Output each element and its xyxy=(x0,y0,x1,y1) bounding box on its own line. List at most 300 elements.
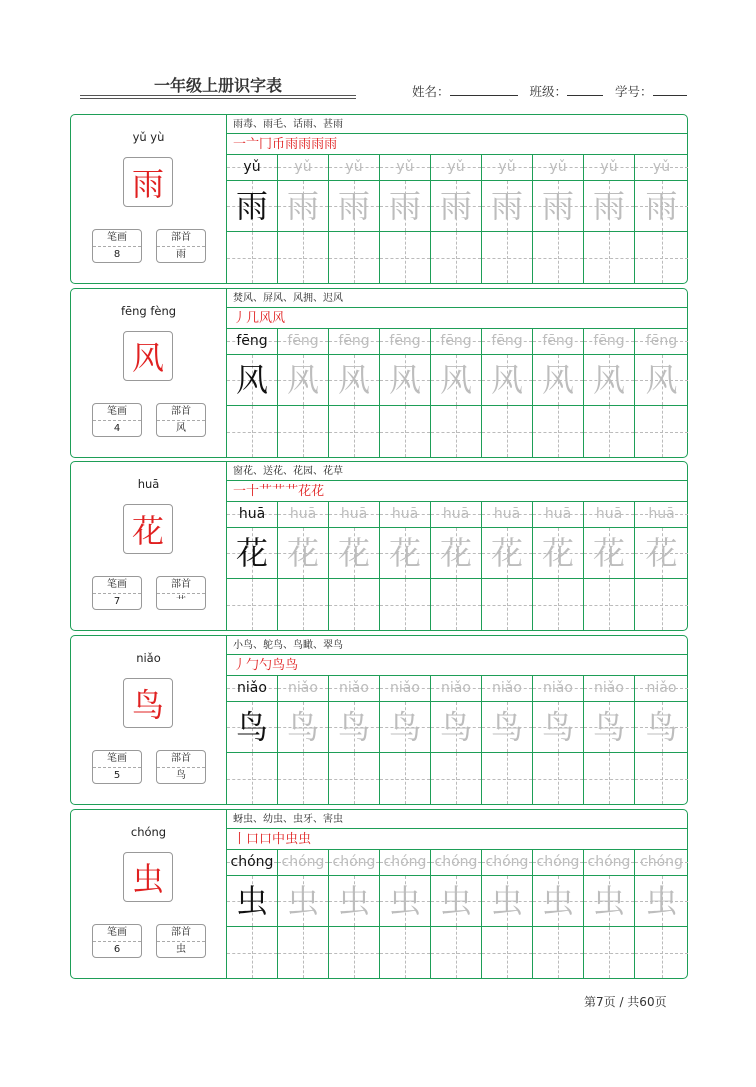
practice-cell[interactable] xyxy=(584,406,635,457)
stroke-count-box xyxy=(92,750,142,784)
practice-grid xyxy=(227,329,688,457)
radical-box xyxy=(156,750,206,784)
pinyin-cell[interactable] xyxy=(227,850,278,876)
practice-grid xyxy=(227,850,688,978)
trace-char: 虫 xyxy=(388,882,421,920)
pinyin-text: huā xyxy=(544,506,572,522)
stroke-step: 一 xyxy=(233,137,247,152)
trace-cell[interactable] xyxy=(584,528,635,579)
trace-char: 鸟 xyxy=(592,708,625,746)
number-label: 学号： xyxy=(615,84,653,99)
trace-cell[interactable] xyxy=(635,355,688,406)
pinyin-cell[interactable] xyxy=(278,502,329,528)
pinyin-text: yǔ xyxy=(600,159,618,175)
practice-cell[interactable] xyxy=(431,232,482,283)
pinyin-cell[interactable] xyxy=(227,155,278,181)
radical-box xyxy=(156,403,206,437)
char-card xyxy=(70,809,688,979)
trace-cell[interactable] xyxy=(482,702,533,753)
pinyin-cell[interactable] xyxy=(431,850,482,876)
char-display: 风 xyxy=(123,331,173,381)
pinyin-text: fēng xyxy=(236,333,268,349)
practice-grid xyxy=(227,155,688,283)
pinyin-cell[interactable] xyxy=(227,502,278,528)
trace-char: 雨 xyxy=(541,187,574,225)
stroke-count-box xyxy=(92,924,142,958)
stroke-count-value: 8 xyxy=(113,249,121,260)
trace-char: 虫 xyxy=(439,882,472,920)
practice-cell[interactable] xyxy=(533,579,584,630)
char-pinyin: chóng xyxy=(130,825,167,839)
stroke-step: 雨 xyxy=(324,137,338,152)
practice-cell[interactable] xyxy=(329,406,380,457)
radical-value: 鸟 xyxy=(176,770,186,781)
practice-cell[interactable] xyxy=(329,927,380,978)
trace-cell[interactable] xyxy=(635,181,688,232)
practice-cell[interactable] xyxy=(533,232,584,283)
pinyin-cell[interactable] xyxy=(533,850,584,876)
stroke-count-label: 笔画 xyxy=(93,404,141,421)
pinyin-text: chóng xyxy=(587,854,631,870)
trace-cell[interactable] xyxy=(329,181,380,232)
pinyin-cell[interactable] xyxy=(329,676,380,702)
trace-cell[interactable] xyxy=(431,355,482,406)
stroke-step: 勹 xyxy=(246,658,260,673)
stroke-step: 丨 xyxy=(233,832,247,847)
pinyin-text: yǔ xyxy=(294,159,312,175)
trace-cell[interactable] xyxy=(380,355,431,406)
practice-cell[interactable] xyxy=(380,579,431,630)
trace-cell[interactable] xyxy=(329,355,380,406)
title-underline-2 xyxy=(80,98,356,99)
pinyin-text: chóng xyxy=(281,854,325,870)
trace-cell[interactable] xyxy=(482,876,533,927)
practice-cell[interactable] xyxy=(380,753,431,804)
trace-char: 风 xyxy=(235,361,268,399)
stroke-count-box xyxy=(92,229,142,263)
pinyin-text: chóng xyxy=(536,854,580,870)
trace-cell[interactable] xyxy=(431,876,482,927)
pinyin-text: huā xyxy=(340,506,368,522)
stroke-step: 花 xyxy=(298,484,312,499)
stroke-count-value: 7 xyxy=(113,596,121,607)
practice-cell[interactable] xyxy=(431,753,482,804)
trace-cell[interactable] xyxy=(278,181,329,232)
pinyin-cell[interactable] xyxy=(227,329,278,355)
trace-cell[interactable] xyxy=(533,181,584,232)
stroke-step: 丿 xyxy=(233,658,247,673)
trace-char: 虫 xyxy=(592,882,625,920)
practice-cell[interactable] xyxy=(278,232,329,283)
pinyin-text: fēng xyxy=(593,333,625,349)
practice-cell[interactable] xyxy=(482,927,533,978)
stroke-count-label: 笔画 xyxy=(93,230,141,247)
stroke-order xyxy=(227,829,688,850)
stroke-step: 雨 xyxy=(285,137,299,152)
trace-char: 虫 xyxy=(490,882,523,920)
pinyin-cell[interactable] xyxy=(482,502,533,528)
practice-cell[interactable] xyxy=(227,406,278,457)
practice-cell[interactable] xyxy=(380,406,431,457)
pinyin-text: niǎo xyxy=(237,680,267,696)
pinyin-text: fēng xyxy=(491,333,523,349)
pinyin-text: fēng xyxy=(338,333,370,349)
pinyin-text: fēng xyxy=(389,333,421,349)
trace-char: 雨 xyxy=(337,187,370,225)
practice-cell[interactable] xyxy=(278,753,329,804)
trace-cell[interactable] xyxy=(584,876,635,927)
practice-cell[interactable] xyxy=(431,406,482,457)
practice-cell[interactable] xyxy=(278,927,329,978)
pinyin-cell[interactable] xyxy=(431,676,482,702)
pinyin-text: niǎo xyxy=(594,680,624,696)
pinyin-cell[interactable] xyxy=(431,502,482,528)
stroke-count-value: 6 xyxy=(113,944,121,955)
practice-cell[interactable] xyxy=(278,406,329,457)
trace-char: 虫 xyxy=(286,882,319,920)
practice-cell[interactable] xyxy=(227,579,278,630)
pinyin-text: chóng xyxy=(332,854,376,870)
trace-char: 雨 xyxy=(592,187,625,225)
trace-char: 虫 xyxy=(235,882,268,920)
practice-cell[interactable] xyxy=(635,753,688,804)
practice-cell[interactable] xyxy=(584,232,635,283)
pinyin-cell[interactable] xyxy=(278,850,329,876)
stroke-step: 几 xyxy=(246,311,260,326)
trace-char: 花 xyxy=(645,534,678,572)
pinyin-cell[interactable] xyxy=(584,676,635,702)
class-field[interactable] xyxy=(567,83,603,96)
pinyin-cell[interactable] xyxy=(380,850,431,876)
stroke-count-label: 笔画 xyxy=(93,925,141,942)
card-right xyxy=(226,636,688,804)
practice-cell[interactable] xyxy=(227,927,278,978)
practice-cell[interactable] xyxy=(278,579,329,630)
pinyin-text: fēng xyxy=(440,333,472,349)
practice-cell[interactable] xyxy=(329,232,380,283)
stroke-step: 币 xyxy=(272,137,286,152)
example-words: 小鸟、鸵鸟、鸟瞰、翠鸟 xyxy=(227,636,688,655)
trace-char: 风 xyxy=(286,361,319,399)
pinyin-cell[interactable] xyxy=(431,329,482,355)
trace-cell[interactable] xyxy=(533,702,584,753)
stroke-step: 勺 xyxy=(259,658,273,673)
char-display: 雨 xyxy=(123,157,173,207)
pinyin-text: niǎo xyxy=(390,680,420,696)
trace-cell[interactable] xyxy=(635,876,688,927)
trace-char: 花 xyxy=(439,534,472,572)
pinyin-text: niǎo xyxy=(543,680,573,696)
stroke-step: 风 xyxy=(272,311,286,326)
pinyin-cell[interactable] xyxy=(380,329,431,355)
radical-box xyxy=(156,924,206,958)
trace-cell[interactable] xyxy=(227,528,278,579)
pinyin-text: niǎo xyxy=(441,680,471,696)
trace-cell[interactable] xyxy=(431,528,482,579)
example-words: 焚风、屏风、风拥、迟风 xyxy=(227,289,688,308)
pinyin-cell[interactable] xyxy=(584,502,635,528)
trace-cell[interactable] xyxy=(635,702,688,753)
trace-char: 风 xyxy=(388,361,421,399)
pinyin-cell[interactable] xyxy=(227,676,278,702)
pinyin-cell[interactable] xyxy=(482,676,533,702)
practice-cell[interactable] xyxy=(482,753,533,804)
stroke-count-box xyxy=(92,576,142,610)
class-label: 班级： xyxy=(529,84,568,99)
practice-cell[interactable] xyxy=(329,753,380,804)
practice-cell[interactable] xyxy=(227,753,278,804)
trace-char: 鸟 xyxy=(235,708,268,746)
trace-cell[interactable] xyxy=(329,702,380,753)
practice-cell[interactable] xyxy=(533,927,584,978)
pinyin-cell[interactable] xyxy=(278,155,329,181)
trace-cell[interactable] xyxy=(380,876,431,927)
pinyin-cell[interactable] xyxy=(533,676,584,702)
trace-cell[interactable] xyxy=(584,702,635,753)
pinyin-text: yǔ xyxy=(396,159,414,175)
pinyin-text: chóng xyxy=(640,854,683,870)
stroke-step: 花 xyxy=(311,484,325,499)
card-left xyxy=(71,289,226,457)
card-left xyxy=(71,636,226,804)
practice-cell[interactable] xyxy=(584,927,635,978)
stroke-step: 亠 xyxy=(246,137,260,152)
pinyin-cell[interactable] xyxy=(635,676,688,702)
radical-value: 雨 xyxy=(176,249,186,260)
stroke-count-value: 4 xyxy=(113,423,121,434)
stroke-step: 口 xyxy=(259,832,273,847)
pinyin-cell[interactable] xyxy=(329,155,380,181)
practice-cell[interactable] xyxy=(584,753,635,804)
practice-cell[interactable] xyxy=(635,232,688,283)
trace-char: 风 xyxy=(592,361,625,399)
trace-cell[interactable] xyxy=(227,355,278,406)
trace-char: 鸟 xyxy=(286,708,319,746)
trace-cell[interactable] xyxy=(482,528,533,579)
trace-char: 雨 xyxy=(235,187,268,225)
trace-char: 鸟 xyxy=(490,708,523,746)
trace-cell[interactable] xyxy=(431,181,482,232)
trace-char: 雨 xyxy=(645,187,678,225)
trace-cell[interactable] xyxy=(584,181,635,232)
trace-cell[interactable] xyxy=(482,181,533,232)
pinyin-cell[interactable] xyxy=(635,329,688,355)
trace-cell[interactable] xyxy=(431,702,482,753)
card-left xyxy=(71,115,226,283)
pinyin-cell[interactable] xyxy=(482,329,533,355)
trace-cell[interactable] xyxy=(278,702,329,753)
student-fields xyxy=(412,82,695,100)
trace-char: 雨 xyxy=(439,187,472,225)
practice-cell[interactable] xyxy=(431,579,482,630)
practice-cell[interactable] xyxy=(431,927,482,978)
trace-char: 雨 xyxy=(286,187,319,225)
radical-label: 部首 xyxy=(157,751,205,768)
pinyin-cell[interactable] xyxy=(533,155,584,181)
pinyin-cell[interactable] xyxy=(635,502,688,528)
card-right xyxy=(226,289,688,457)
trace-cell[interactable] xyxy=(533,528,584,579)
char-pinyin: huā xyxy=(137,477,160,491)
trace-cell[interactable] xyxy=(380,528,431,579)
stroke-step: 口 xyxy=(246,832,260,847)
practice-cell[interactable] xyxy=(635,406,688,457)
stroke-step: 鸟 xyxy=(285,658,299,673)
pinyin-cell[interactable] xyxy=(380,676,431,702)
pinyin-cell[interactable] xyxy=(329,502,380,528)
radical-value: 风 xyxy=(176,423,186,434)
pinyin-cell[interactable] xyxy=(329,329,380,355)
page-title: 一年级上册识字表 xyxy=(153,76,282,95)
stroke-count-box xyxy=(92,403,142,437)
pinyin-text: yǔ xyxy=(498,159,516,175)
pinyin-text: huā xyxy=(493,506,521,522)
pinyin-text: chóng xyxy=(230,854,274,870)
trace-char: 鸟 xyxy=(439,708,472,746)
pinyin-cell[interactable] xyxy=(329,850,380,876)
name-field[interactable] xyxy=(450,83,518,96)
pinyin-cell[interactable] xyxy=(533,502,584,528)
trace-cell[interactable] xyxy=(278,355,329,406)
trace-char: 虫 xyxy=(337,882,370,920)
practice-cell[interactable] xyxy=(380,232,431,283)
practice-cell[interactable] xyxy=(584,579,635,630)
practice-cell[interactable] xyxy=(482,406,533,457)
practice-cell[interactable] xyxy=(533,406,584,457)
pinyin-cell[interactable] xyxy=(584,850,635,876)
stroke-step: 虫 xyxy=(285,832,299,847)
card-left xyxy=(71,810,226,978)
char-pinyin: yǔ yù xyxy=(132,130,165,144)
stroke-step: 艹 xyxy=(272,484,286,499)
radical-value: 艹 xyxy=(176,596,186,607)
pinyin-cell[interactable] xyxy=(482,850,533,876)
trace-cell[interactable] xyxy=(329,528,380,579)
pinyin-cell[interactable] xyxy=(584,155,635,181)
stroke-count-label: 笔画 xyxy=(93,751,141,768)
pinyin-text: niǎo xyxy=(492,680,522,696)
pinyin-cell[interactable] xyxy=(635,850,688,876)
trace-char: 鸟 xyxy=(388,708,421,746)
trace-char: 虫 xyxy=(645,882,678,920)
pinyin-text: yǔ xyxy=(243,159,261,175)
practice-cell[interactable] xyxy=(533,753,584,804)
practice-cell[interactable] xyxy=(329,579,380,630)
card-right xyxy=(226,462,688,630)
number-field[interactable] xyxy=(653,83,687,96)
pinyin-text: yǔ xyxy=(345,159,363,175)
pinyin-cell[interactable] xyxy=(380,155,431,181)
practice-cell[interactable] xyxy=(635,579,688,630)
trace-char: 鸟 xyxy=(337,708,370,746)
pinyin-cell[interactable] xyxy=(635,155,688,181)
example-words: 窗花、送花、花园、花草 xyxy=(227,462,688,481)
trace-cell[interactable] xyxy=(278,876,329,927)
trace-cell[interactable] xyxy=(584,355,635,406)
trace-char: 花 xyxy=(490,534,523,572)
trace-cell[interactable] xyxy=(533,355,584,406)
trace-cell[interactable] xyxy=(227,876,278,927)
pinyin-cell[interactable] xyxy=(584,329,635,355)
trace-char: 风 xyxy=(541,361,574,399)
pinyin-text: huā xyxy=(391,506,419,522)
stroke-step: 鸟 xyxy=(272,658,286,673)
trace-cell[interactable] xyxy=(278,528,329,579)
card-left xyxy=(71,462,226,630)
pinyin-text: huā xyxy=(442,506,470,522)
stroke-step: 虫 xyxy=(298,832,312,847)
trace-cell[interactable] xyxy=(329,876,380,927)
pinyin-text: fēng xyxy=(287,333,319,349)
practice-cell[interactable] xyxy=(227,232,278,283)
trace-cell[interactable] xyxy=(227,702,278,753)
trace-cell[interactable] xyxy=(482,355,533,406)
trace-char: 鸟 xyxy=(541,708,574,746)
trace-char: 虫 xyxy=(541,882,574,920)
char-card xyxy=(70,635,688,805)
char-display: 鸟 xyxy=(123,678,173,728)
trace-cell[interactable] xyxy=(380,181,431,232)
pinyin-cell[interactable] xyxy=(278,676,329,702)
pinyin-text: huā xyxy=(289,506,317,522)
char-card xyxy=(70,288,688,458)
trace-char: 雨 xyxy=(490,187,523,225)
trace-char: 雨 xyxy=(388,187,421,225)
stroke-step: 十 xyxy=(246,484,260,499)
trace-cell[interactable] xyxy=(227,181,278,232)
trace-cell[interactable] xyxy=(635,528,688,579)
stroke-order xyxy=(227,308,688,329)
char-card xyxy=(70,114,688,284)
pinyin-cell[interactable] xyxy=(431,155,482,181)
radical-value: 虫 xyxy=(176,944,186,955)
stroke-order xyxy=(227,655,688,676)
stroke-step: 一 xyxy=(233,484,247,499)
trace-char: 风 xyxy=(490,361,523,399)
trace-char: 风 xyxy=(645,361,678,399)
pinyin-cell[interactable] xyxy=(533,329,584,355)
trace-char: 花 xyxy=(286,534,319,572)
stroke-step: 雨 xyxy=(311,137,325,152)
char-pinyin: fēng fèng xyxy=(120,304,177,318)
practice-cell[interactable] xyxy=(635,927,688,978)
stroke-step: 雨 xyxy=(298,137,312,152)
pinyin-cell[interactable] xyxy=(380,502,431,528)
stroke-count-label: 笔画 xyxy=(93,577,141,594)
stroke-step: 冂 xyxy=(259,137,273,152)
pinyin-cell[interactable] xyxy=(482,155,533,181)
trace-char: 花 xyxy=(541,534,574,572)
pinyin-text: niǎo xyxy=(339,680,369,696)
example-words: 雨毒、雨毛、话雨、甚雨 xyxy=(227,115,688,134)
trace-char: 风 xyxy=(337,361,370,399)
pinyin-text: yǔ xyxy=(652,159,671,175)
trace-char: 风 xyxy=(439,361,472,399)
stroke-order xyxy=(227,481,688,502)
trace-cell[interactable] xyxy=(533,876,584,927)
practice-cell[interactable] xyxy=(482,579,533,630)
pinyin-cell[interactable] xyxy=(278,329,329,355)
card-right xyxy=(226,115,688,283)
practice-cell[interactable] xyxy=(380,927,431,978)
pinyin-text: chóng xyxy=(485,854,529,870)
name-label: 姓名： xyxy=(412,84,450,99)
stroke-step: 中 xyxy=(272,832,286,847)
trace-cell[interactable] xyxy=(380,702,431,753)
stroke-step: 艹 xyxy=(285,484,299,499)
practice-cell[interactable] xyxy=(482,232,533,283)
radical-label: 部首 xyxy=(157,577,205,594)
